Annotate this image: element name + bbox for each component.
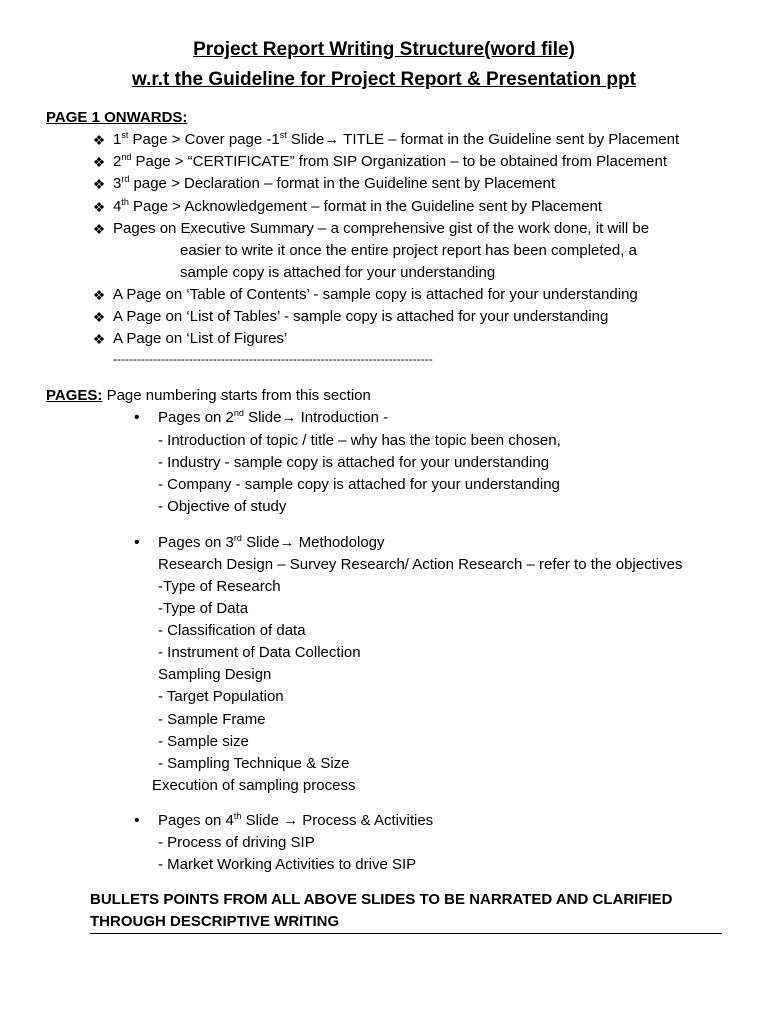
section-heading-pages: PAGES: Page numbering starts from this section bbox=[46, 387, 371, 404]
sub-item: -Type of Data bbox=[158, 600, 249, 617]
round-bullet-icon: • bbox=[134, 812, 140, 829]
list-item-methodology: Pages on 3rd Slide→ Methodology bbox=[158, 533, 385, 551]
list-item-acknowledgement: 4th Page > Acknowledgement – format in the Guideline sent by Placement bbox=[113, 197, 603, 215]
sub-item-execution: Execution of sampling process bbox=[152, 777, 356, 794]
list-item-process-activities: Pages on 4th Slide → Process & Activities bbox=[158, 811, 434, 829]
sub-item: - Process of driving SIP bbox=[158, 834, 315, 851]
round-bullet-icon: • bbox=[134, 409, 140, 426]
sub-item: - Objective of study bbox=[158, 498, 287, 515]
sub-item: - Introduction of topic / title – why has the topic been chosen, bbox=[158, 432, 561, 449]
dashed-divider: -------------------------------------------------------------------------------- bbox=[113, 352, 433, 366]
sub-item: - Instrument of Data Collection bbox=[158, 644, 361, 661]
list-item-introduction: Pages on 2nd Slide→ Introduction - bbox=[158, 408, 389, 426]
list-item-table-of-contents: A Page on ‘Table of Contents’ - sample copy is attached for your understanding bbox=[113, 286, 638, 303]
list-item-declaration: 3rd page > Declaration – format in the Guideline sent by Placement bbox=[113, 174, 556, 192]
sub-item: Research Design – Survey Research/ Action Research – refer to the objectives bbox=[158, 556, 683, 573]
round-bullet-icon: • bbox=[134, 534, 140, 551]
diamond-bullet-icon: ❖ bbox=[92, 199, 106, 215]
sub-item: - Market Working Activities to drive SIP bbox=[158, 856, 417, 873]
diamond-bullet-icon: ❖ bbox=[92, 309, 106, 325]
list-item-list-of-figures: A Page on ‘List of Figures’ bbox=[113, 330, 288, 347]
diamond-bullet-icon: ❖ bbox=[92, 221, 106, 237]
list-item-certificate: 2nd Page > “CERTIFICATE” from SIP Organization – to be obtained from Placement bbox=[113, 152, 668, 170]
diamond-bullet-icon: ❖ bbox=[92, 176, 106, 192]
sub-item: - Sample size bbox=[158, 733, 249, 750]
diamond-bullet-icon: ❖ bbox=[92, 331, 106, 347]
diamond-bullet-icon: ❖ bbox=[92, 287, 106, 303]
footer-note-line2: THROUGH DESCRIPTIVE WRITING bbox=[90, 913, 340, 930]
footer-rule bbox=[90, 933, 722, 934]
sub-item: - Company - sample copy is attached for your understanding bbox=[158, 476, 560, 493]
sub-item: Sampling Design bbox=[158, 666, 272, 683]
sub-item: - Industry - sample copy is attached for your understanding bbox=[158, 454, 550, 471]
list-item-executive-summary-cont2: sample copy is attached for your understanding bbox=[180, 264, 496, 281]
list-item-executive-summary: Pages on Executive Summary – a comprehensive gist of the work done, it will be bbox=[113, 220, 650, 237]
list-item-list-of-tables: A Page on ‘List of Tables’ - sample copy is attached for your understanding bbox=[113, 308, 609, 325]
sub-item: - Sampling Technique & Size bbox=[158, 755, 350, 772]
sub-item: - Classification of data bbox=[158, 622, 306, 639]
diamond-bullet-icon: ❖ bbox=[92, 154, 106, 170]
list-item-executive-summary-cont1: easier to write it once the entire project report has been completed, a bbox=[180, 242, 637, 259]
footer-note-line1: BULLETS POINTS FROM ALL ABOVE SLIDES TO BE NARRATED AND CLARIFIED bbox=[90, 891, 673, 908]
sub-item: - Target Population bbox=[158, 688, 284, 705]
doc-title-line1: Project Report Writing Structure(word file) bbox=[193, 39, 575, 60]
list-item-cover-page: 1st Page > Cover page -1st Slide→ TITLE – format in the Guideline sent by Placement bbox=[113, 130, 680, 148]
doc-title-line2: w.r.t the Guideline for Project Report & Presentation ppt bbox=[132, 69, 636, 90]
sub-item: - Sample Frame bbox=[158, 711, 266, 728]
sub-item: -Type of Research bbox=[158, 578, 281, 595]
section-heading-page1: PAGE 1 ONWARDS: bbox=[46, 109, 188, 126]
diamond-bullet-icon: ❖ bbox=[92, 132, 106, 148]
